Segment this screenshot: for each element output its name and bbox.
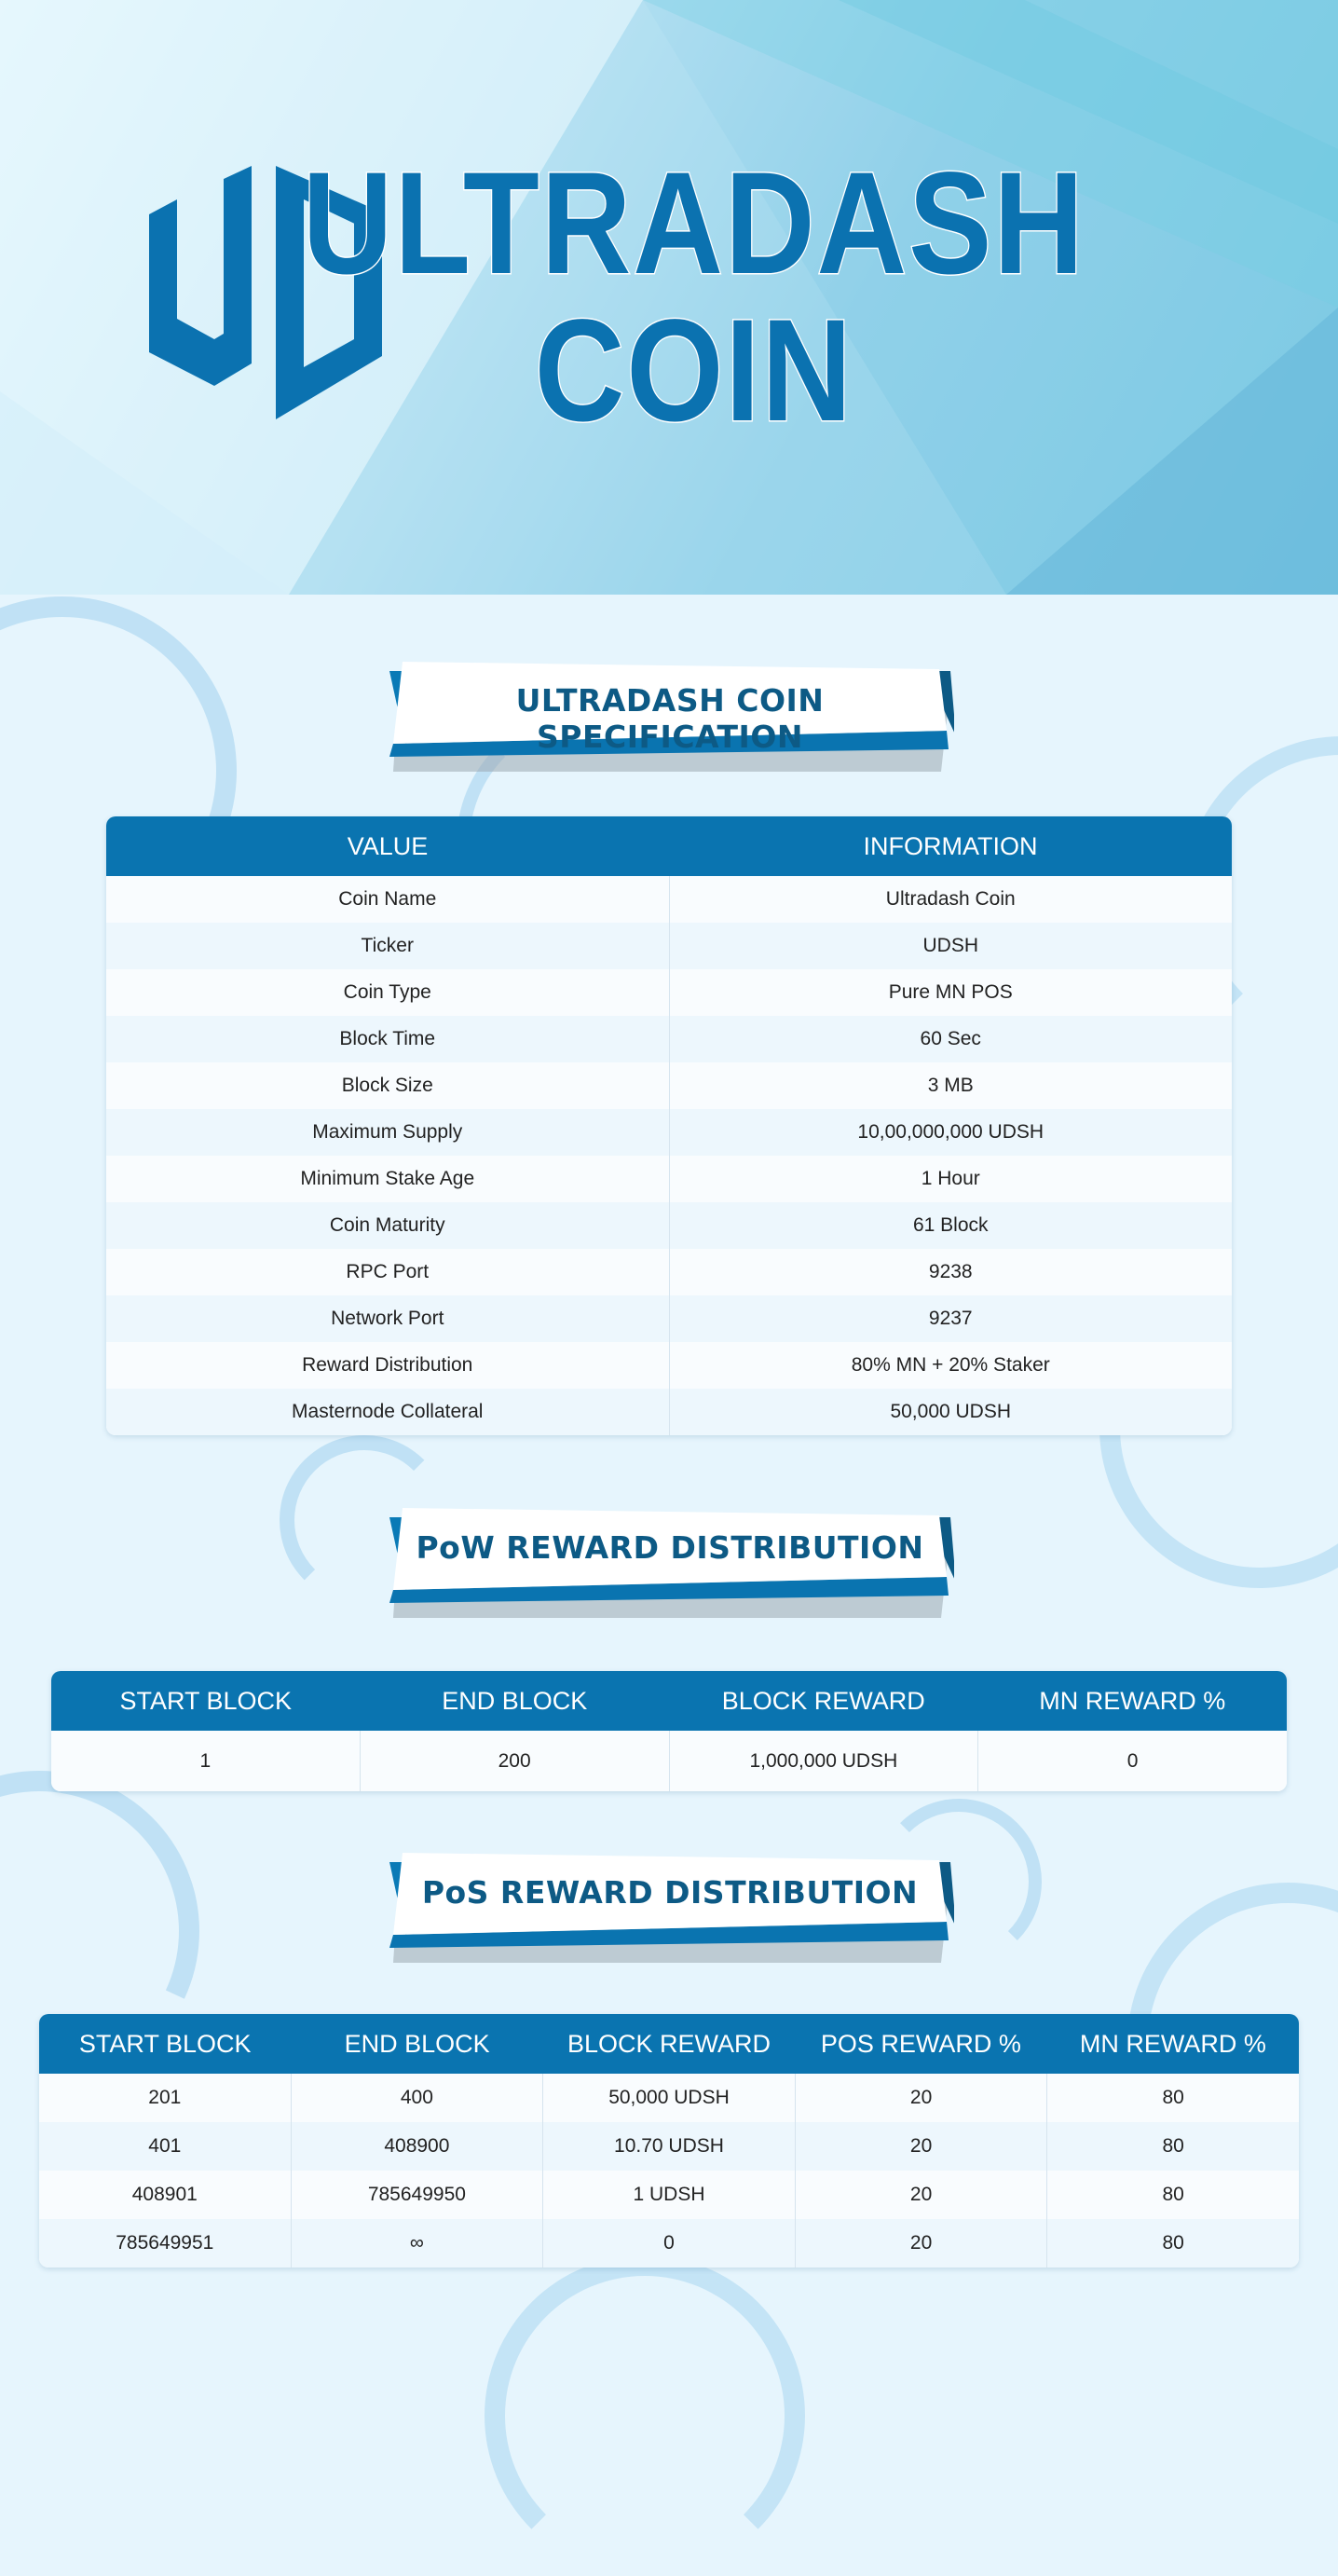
spec-heading-ribbon	[386, 652, 954, 774]
table-cell: 400	[292, 2074, 544, 2122]
table-row	[106, 1109, 1232, 1156]
pow-table	[51, 1671, 1287, 1791]
spec-table	[106, 816, 1232, 1435]
table-cell: 408900	[292, 2122, 544, 2171]
column-header: BLOCK REWARD	[721, 1687, 925, 1715]
table-cell: ∞	[292, 2219, 544, 2268]
table-cell: 785649951	[39, 2219, 292, 2268]
table-cell: 1	[51, 1731, 361, 1791]
table-cell: 80	[1162, 2087, 1184, 2108]
pos-table-header	[39, 2014, 1299, 2074]
table-cell: 0	[1126, 1749, 1139, 1772]
table-cell: 785649950	[292, 2171, 544, 2219]
table-cell: 10.70 UDSH	[543, 2122, 796, 2171]
column-header: START BLOCK	[119, 1687, 293, 1715]
table-row	[106, 1389, 1232, 1435]
table-cell: 1,000,000 UDSH	[670, 1731, 979, 1791]
table-cell: 201	[39, 2074, 292, 2122]
table-row	[39, 2219, 1299, 2268]
pow-table-header	[51, 1671, 1287, 1731]
column-header: START BLOCK	[78, 2030, 252, 2058]
table-cell: Block Size	[106, 1062, 670, 1109]
title-line-1: ULTRADASH	[302, 143, 1085, 305]
table-row	[106, 1016, 1232, 1062]
table-cell: 408901	[39, 2171, 292, 2219]
table-cell: 1 UDSH	[543, 2171, 796, 2219]
table-cell: RPC Port	[106, 1249, 670, 1295]
table-cell: Minimum Stake Age	[106, 1156, 670, 1202]
table-cell: 10,00,000,000 UDSH	[857, 1121, 1044, 1143]
table-cell: 0	[543, 2219, 796, 2268]
table-cell: 61 Block	[912, 1214, 989, 1236]
table-cell: Reward Distribution	[106, 1342, 670, 1389]
table-row	[39, 2074, 1299, 2122]
table-cell: 80% MN + 20% Staker	[851, 1354, 1050, 1376]
table-row	[39, 2171, 1299, 2219]
table-cell: 50,000 UDSH	[543, 2074, 796, 2122]
table-cell: Maximum Supply	[106, 1109, 670, 1156]
spec-heading: ULTRADASH COIN SPECIFICATION	[515, 682, 825, 755]
table-cell: 9238	[928, 1261, 973, 1282]
header-banner	[0, 0, 1338, 595]
pos-table	[39, 2014, 1299, 2268]
table-cell: Pure MN POS	[888, 981, 1013, 1003]
table-row	[106, 1202, 1232, 1249]
table-cell: 9237	[928, 1308, 973, 1329]
table-cell: UDSH	[922, 935, 978, 956]
table-cell: 20	[796, 2122, 1048, 2171]
table-row	[106, 1342, 1232, 1389]
table-cell: 50,000 UDSH	[890, 1401, 1012, 1422]
table-cell: Network Port	[106, 1295, 670, 1342]
title-line-2: COIN	[534, 290, 853, 452]
table-cell: 20	[796, 2171, 1048, 2219]
table-cell: 80	[1162, 2184, 1184, 2205]
column-header: MN REWARD %	[1079, 2030, 1266, 2058]
table-cell: 1 Hour	[921, 1168, 980, 1189]
table-cell: Ultradash Coin	[885, 888, 1016, 910]
column-header: BLOCK REWARD	[567, 2030, 771, 2058]
table-cell: Coin Name	[106, 876, 670, 923]
table-row	[106, 1062, 1232, 1109]
table-row	[106, 1295, 1232, 1342]
column-header: END BLOCK	[344, 2030, 490, 2058]
pow-heading-ribbon	[386, 1499, 954, 1620]
table-row	[106, 1249, 1232, 1295]
column-header: INFORMATION	[863, 832, 1038, 860]
table-row	[39, 2122, 1299, 2171]
column-header: POS REWARD %	[820, 2030, 1021, 2058]
column-header: END BLOCK	[442, 1687, 588, 1715]
table-row	[106, 1156, 1232, 1202]
table-cell: Coin Type	[106, 969, 670, 1016]
table-row	[106, 969, 1232, 1016]
table-cell: Coin Maturity	[106, 1202, 670, 1249]
table-cell: 80	[1162, 2135, 1184, 2157]
table-cell: 20	[796, 2074, 1048, 2122]
table-row	[106, 876, 1232, 923]
table-cell: 60 Sec	[920, 1028, 981, 1049]
pow-heading: PoW REWARD DISTRIBUTION	[416, 1529, 924, 1566]
spec-table-header	[106, 816, 1232, 876]
table-cell: Ticker	[106, 923, 670, 969]
pos-heading: PoS REWARD DISTRIBUTION	[421, 1874, 919, 1911]
table-cell: 401	[39, 2122, 292, 2171]
table-row	[51, 1731, 1287, 1791]
table-cell: 20	[796, 2219, 1048, 2268]
decorative-swirl	[485, 2255, 805, 2576]
table-cell: 80	[1162, 2232, 1184, 2254]
table-cell: Block Time	[106, 1016, 670, 1062]
pos-heading-ribbon	[386, 1843, 954, 1965]
table-cell: 200	[361, 1731, 670, 1791]
table-cell: 3 MB	[927, 1075, 974, 1096]
column-header: VALUE	[347, 832, 429, 860]
table-cell: Masternode Collateral	[106, 1389, 670, 1435]
column-header: MN REWARD %	[1039, 1687, 1226, 1715]
table-row	[106, 923, 1232, 969]
